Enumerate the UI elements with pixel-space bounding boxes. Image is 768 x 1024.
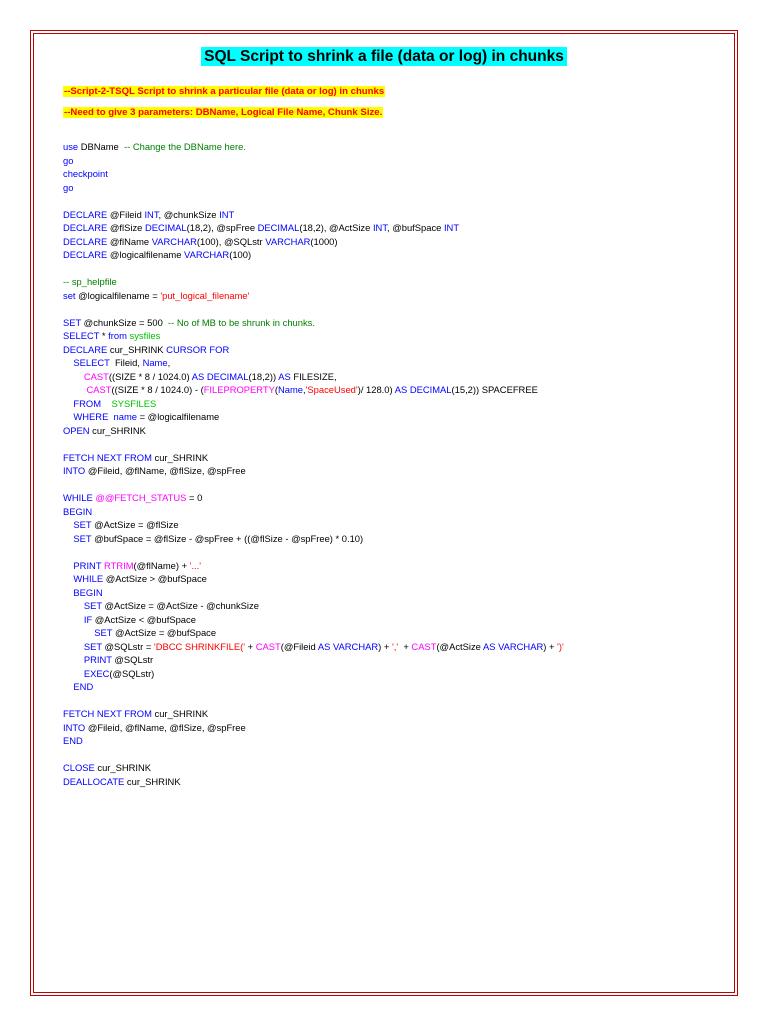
code-line [63, 464, 723, 478]
code-token: FETCH [63, 708, 95, 719]
code-token [63, 654, 84, 665]
code-token: VARCHAR [265, 235, 311, 247]
code-line [63, 680, 723, 694]
code-line [63, 613, 723, 627]
code-line [63, 667, 723, 681]
code-token: use [63, 141, 79, 152]
code-token: ((SIZE * 8 / 1024.0) - ( [111, 384, 204, 395]
code-line [63, 707, 723, 721]
code-token: 'put_logical_filename' [160, 289, 250, 301]
code-token: AS [394, 384, 408, 395]
code-token: '...' [189, 559, 202, 571]
code-token: DBName [78, 141, 124, 152]
code-token [63, 573, 73, 584]
code-line [63, 505, 723, 519]
code-line [63, 289, 723, 303]
code-token: FROM [124, 708, 152, 719]
code-token: @flSize [107, 222, 145, 233]
code-token: (18,2)) [248, 370, 279, 382]
code-token: ',' [391, 640, 399, 652]
code-token: checkpoint [63, 168, 108, 179]
code-token: cur_SHRINK [151, 451, 209, 463]
code-token [63, 627, 94, 638]
code-token: cur_SHRINK [94, 762, 152, 773]
code-line [63, 302, 723, 316]
code-line [63, 518, 723, 532]
code-line [63, 491, 723, 505]
code-token [63, 668, 84, 679]
code-token: WHERE [73, 411, 109, 422]
code-token: OPEN [63, 424, 90, 436]
code-line [63, 734, 723, 748]
code-token: END [73, 681, 94, 692]
code-token: EXEC [83, 667, 110, 679]
code-token [63, 533, 73, 544]
code-token: * [99, 330, 109, 341]
code-line [63, 437, 723, 451]
code-token: @ActSize < @bufSpace [92, 613, 196, 625]
code-line [63, 329, 723, 343]
code-token: SELECT [73, 357, 110, 368]
highlight-comment-1-text: --Script-2-TSQL Script to shrink a particular file (data or log) in chunks [64, 86, 385, 97]
code-token: Name [142, 357, 168, 368]
code-line [63, 545, 723, 559]
code-line [63, 343, 723, 357]
code-line [63, 383, 723, 397]
code-token [63, 600, 84, 611]
code-line [63, 410, 723, 424]
code-token: END [63, 735, 83, 746]
code-line [63, 248, 723, 262]
code-token: AS [317, 640, 331, 652]
code-line [63, 451, 723, 465]
code-line [63, 775, 723, 789]
code-token: WHILE [73, 573, 104, 584]
code-token: BEGIN [73, 586, 103, 598]
code-token: DECLARE [63, 249, 108, 260]
code-token: VARCHAR [184, 249, 230, 260]
code-token: @bufSpace = @flSize - @spFree + ((@flSize - @spFree) * 0.10) [91, 532, 364, 544]
code-line [63, 748, 723, 762]
code-token: CAST [255, 640, 281, 652]
code-line [63, 181, 723, 195]
code-token: AS [482, 640, 496, 652]
code-token [63, 614, 84, 625]
code-token: @@FETCH_STATUS [95, 492, 187, 503]
code-token: WHILE [63, 492, 93, 503]
code-line [63, 626, 723, 640]
code-token: from [108, 330, 127, 341]
code-token [63, 371, 84, 382]
code-line [63, 599, 723, 613]
code-token: @flName [107, 235, 152, 247]
code-token: BEGIN [63, 505, 93, 517]
code-token: -- Change the DBName here. [123, 141, 246, 152]
code-line [63, 397, 723, 411]
code-token: (15,2)) SPACEFREE [451, 384, 538, 395]
code-token: AS [278, 370, 291, 382]
code-token: @SQLstr = [101, 640, 154, 652]
code-token: SET [83, 640, 102, 652]
code-token: INT [372, 222, 387, 233]
code-token: (100), @SQLstr [196, 235, 266, 247]
code-token: , [167, 357, 171, 368]
code-line [63, 572, 723, 586]
code-line [63, 694, 723, 708]
code-line [63, 194, 723, 208]
highlight-comment-1 [63, 86, 385, 97]
code-token: sysfiles [129, 330, 161, 341]
code-line [63, 140, 723, 154]
code-token: DEALLOCATE [63, 775, 125, 787]
code-token: (18,2), @spFree [186, 222, 258, 233]
code-token: CAST [83, 370, 109, 382]
document-title: SQL Script to shrink a file (data or log) in chunks [201, 47, 567, 66]
code-token [63, 560, 73, 571]
code-token: DECIMAL [144, 222, 187, 233]
code-token: ) + [543, 640, 558, 652]
code-token: cur_SHRINK [89, 424, 146, 436]
code-line [63, 559, 723, 573]
code-token: FILESIZE, [290, 370, 337, 382]
code-token: @ActSize > @bufSpace [103, 573, 207, 584]
code-token: FROM [73, 397, 102, 409]
code-line [63, 532, 723, 546]
code-token: CURSOR [166, 343, 207, 355]
code-token: go [63, 154, 74, 166]
code-token: ((SIZE * 8 / 1024.0) [108, 370, 192, 382]
code-token: IF [83, 613, 93, 625]
code-token: (@SQLstr) [109, 667, 155, 679]
code-token: FETCH [63, 451, 95, 463]
code-token: 'DBCC SHRINKFILE(' [153, 640, 245, 652]
code-token: (@Fileid [280, 640, 318, 652]
code-token: SET [63, 316, 82, 328]
code-token [101, 398, 111, 409]
code-token: VARCHAR [151, 235, 197, 247]
code-token: SET [94, 627, 113, 638]
code-token: AS [191, 370, 205, 382]
code-token: SYSFILES [111, 397, 157, 409]
code-token [63, 519, 73, 530]
code-line [63, 586, 723, 600]
code-token: @logicalfilename [107, 249, 185, 260]
code-line [63, 761, 723, 775]
code-token: DECIMAL [206, 370, 249, 382]
code-token: name [113, 411, 137, 422]
code-token: set [63, 289, 76, 301]
code-token: INT [443, 222, 460, 233]
code-token: INTO [63, 465, 86, 476]
code-token [63, 384, 86, 395]
code-token: )/ 128.0) [357, 384, 395, 395]
code-token: go [63, 181, 74, 193]
code-token: DECLARE [63, 208, 108, 220]
code-line [63, 167, 723, 181]
code-token: (18,2), @ActSize [299, 222, 373, 233]
code-token: -- sp_helpfile [63, 276, 117, 287]
code-token: PRINT [73, 559, 102, 571]
highlight-comment-2 [63, 107, 383, 118]
code-token: -- No of MB to be shrunk in chunks. [168, 316, 315, 328]
code-token: , [303, 384, 306, 395]
code-token [63, 357, 73, 368]
code-token: NEXT [96, 451, 122, 463]
code-token: FROM [124, 451, 152, 463]
code-token: @Fileid, @flName, @flSize, @spFree [85, 465, 246, 476]
code-token: SELECT [63, 330, 100, 341]
code-token: CAST [411, 640, 437, 652]
code-token: ')' [557, 640, 564, 652]
code-token: @ActSize = @bufSpace [112, 627, 217, 638]
code-line [63, 653, 723, 667]
code-line [63, 356, 723, 370]
code-token: Fileid, [109, 357, 143, 368]
code-token: SET [73, 519, 92, 530]
code-token: VARCHAR [332, 640, 379, 652]
code-token: SET [73, 532, 92, 544]
code-token: @Fileid, @flName, @flSize, @spFree [85, 721, 246, 733]
code-line [63, 640, 723, 654]
code-token: DECIMAL [257, 222, 300, 233]
code-line [63, 262, 723, 276]
code-token: @ActSize = @flSize [91, 519, 179, 530]
code-line [63, 370, 723, 384]
code-token [63, 411, 73, 422]
code-token: DECLARE [63, 222, 108, 233]
code-token [63, 587, 73, 598]
code-line [63, 424, 723, 438]
code-token: (100) [229, 249, 252, 260]
code-token: INT [219, 208, 235, 220]
code-token: , @chunkSize [158, 208, 220, 220]
code-token: + [245, 640, 256, 652]
code-token: @ActSize = @ActSize - @chunkSize [101, 600, 259, 611]
code-token: @Fileid [107, 208, 145, 220]
code-token: = @logicalfilename [137, 411, 220, 422]
code-token: CAST [86, 384, 112, 395]
code-token: ( [274, 384, 279, 395]
code-line [63, 208, 723, 222]
code-token: @logicalfilename = [75, 289, 161, 301]
code-token: @SQLstr [111, 654, 154, 665]
code-token: cur_SHRINK [107, 343, 167, 355]
code-token: PRINT [83, 654, 112, 665]
code-token: ) + [378, 640, 392, 652]
code-token: = 0 [186, 492, 203, 503]
code-token: (@ActSize [436, 640, 483, 652]
code-token: INT [144, 208, 159, 220]
code-token: SET [83, 600, 102, 611]
code-token: Name [278, 384, 304, 395]
code-token: VARCHAR [498, 640, 544, 652]
code-token: (1000) [310, 235, 338, 247]
code-token: DECLARE [63, 343, 108, 355]
code-token: FILEPROPERTY [203, 384, 275, 395]
code-line [63, 478, 723, 492]
code-token: DECLARE [63, 235, 108, 247]
code-token [63, 681, 73, 692]
code-token: + [398, 640, 412, 652]
code-token: cur_SHRINK [124, 775, 181, 787]
code-token: CLOSE [63, 762, 95, 773]
code-token: , @bufSpace [387, 222, 444, 233]
code-token: FOR [209, 343, 230, 355]
code-token: cur_SHRINK [151, 708, 209, 719]
sql-code-block [63, 140, 723, 788]
code-token [63, 641, 84, 652]
code-line [63, 275, 723, 289]
code-token: NEXT [96, 708, 122, 719]
code-token: @chunkSize = 500 [81, 316, 168, 328]
code-token: 'SpaceUsed' [305, 384, 358, 395]
code-line [63, 221, 723, 235]
code-token: DECIMAL [409, 384, 452, 395]
code-line [63, 235, 723, 249]
code-line [63, 721, 723, 735]
document-title-container [0, 48, 768, 66]
code-line [63, 316, 723, 330]
code-line [63, 154, 723, 168]
highlight-comment-2-text: --Need to give 3 parameters: DBName, Logical File Name, Chunk Size. [64, 107, 383, 118]
code-token: INTO [63, 721, 86, 733]
code-token: RTRIM [104, 559, 134, 571]
code-token [63, 398, 73, 409]
code-token: (@flName) + [133, 559, 190, 571]
